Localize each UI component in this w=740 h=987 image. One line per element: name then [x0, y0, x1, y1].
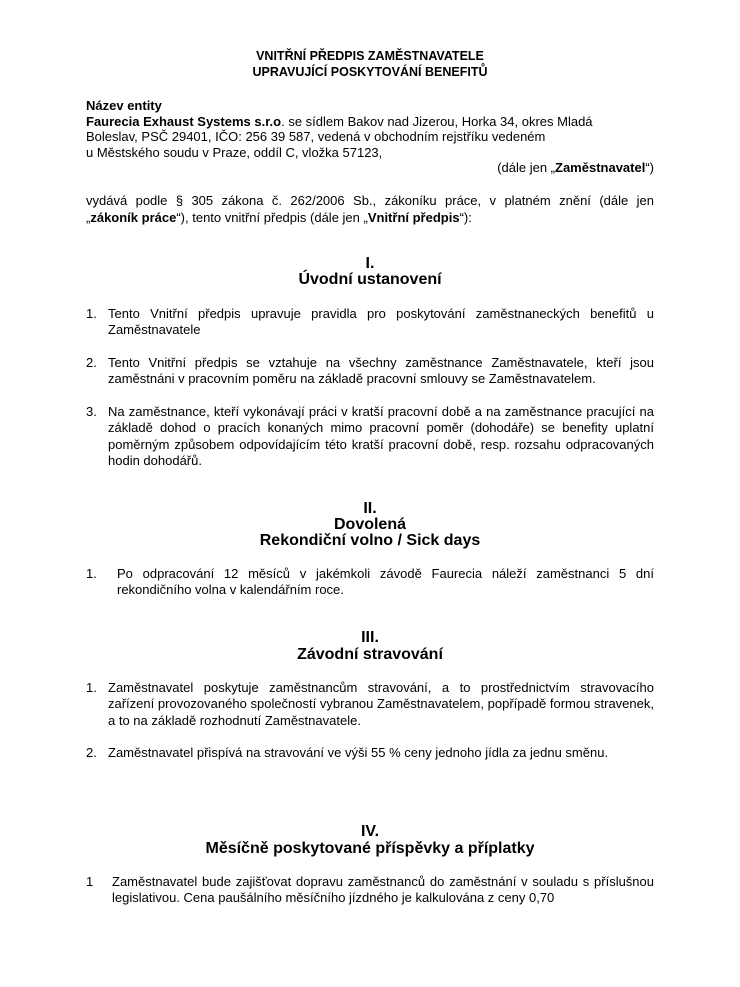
section-3-item-1: 1. Zaměstnavatel poskytuje zaměstnancům stravování, a to prostřednictvím stravovacího zařízení provozovaného společností vybranou Zaměstnavatelem, popřípadě formou stravenek, a to na základě rozhodnutí Zaměstnavatele.: [86, 680, 654, 728]
section-1-title: Úvodní ustanovení: [298, 271, 442, 288]
section-1-item-2: 2. Tento Vnitřní předpis se vztahuje na všechny zaměstnance Zaměstnavatele, kteří jsou zaměstnáni v pracovním poměru na základě pracovní smlouvy se Zaměstnavatelem.: [86, 355, 654, 387]
section-2-item-1: 1. Po odpracování 12 měsíců v jakémkoli závodě Faurecia náleží zaměstnanci 5 dní rekondičního volna v kalendářním roce.: [86, 566, 654, 598]
intro-paragraph: [86, 192, 654, 226]
entity-block: [86, 98, 654, 176]
section-2-title: Dovolená: [333, 516, 406, 533]
section-3-number: III.: [361, 629, 379, 646]
section-4-number: IV.: [360, 823, 380, 840]
entity-address-line-1: . se sídlem Bakov nad Jizerou, Horka 34, okres Mladá: [281, 113, 593, 129]
section-1-number: I.: [365, 255, 375, 272]
section-2-number: II.: [363, 500, 377, 517]
section-4-item-1: 1 Zaměstnavatel bude zajišťovat dopravu zaměstnanců do zaměstnání v souladu s příslušnou legislativou. Cena paušálního měsíčního jízdného je kalkulována z ceny 0,70: [86, 874, 654, 906]
section-4-title: Měsíčně poskytované příspěvky a příplatky: [205, 840, 535, 857]
section-1-item-3: 3. Na zaměstnance, kteří vykonávají práci v kratší pracovní době a na zaměstnance pracující na základě dohod o pracích konaných mimo pracovní poměr (dohodáře) se benefity uplatní poměrným způsobem odpovídajícím této kratší pracovní době, resp. rozsahu odpracovaných hodin dohodářů.: [86, 404, 654, 468]
entity-name: Faurecia Exhaust Systems s.r.o: [86, 113, 282, 129]
intro-line-1: vydává podle § 305 zákona č. 262/2006 Sb., zákoníku práce, v platném znění (dále jen: [86, 193, 654, 208]
section-2-subtitle: Rekondiční volno / Sick days: [259, 532, 481, 549]
entity-address-line-3: u Městského soudu v Praze, oddíl C, vložka 57123,: [86, 144, 383, 160]
entity-alias: (dále jen „Zaměstnavatel“): [497, 160, 654, 175]
section-3-title: Závodní stravování: [297, 646, 443, 663]
intro-line-2: „zákoník práce“), tento vnitřní předpis (dále jen „Vnitřní předpis“):: [86, 210, 472, 225]
section-3-item-2: 2. Zaměstnavatel přispívá na stravování ve výši 55 % ceny jednoho jídla za jednu směnu.: [86, 745, 609, 760]
section-1-item-1: 1. Tento Vnitřní předpis upravuje pravidla pro poskytování zaměstnaneckých benefitů u Zaměstnavatele: [86, 306, 654, 338]
entity-address-line-2: Boleslav, PSČ 29401, IČO: 256 39 587, vedená v obchodním rejstříku vedeném: [86, 129, 546, 144]
document-title-line-2: UPRAVUJÍCÍ POSKYTOVÁNÍ BENEFITŮ: [252, 65, 488, 79]
entity-label: Název entity: [86, 98, 162, 113]
document-title-line-1: VNITŘNÍ PŘEDPIS ZAMĚSTNAVATELE: [256, 49, 484, 63]
